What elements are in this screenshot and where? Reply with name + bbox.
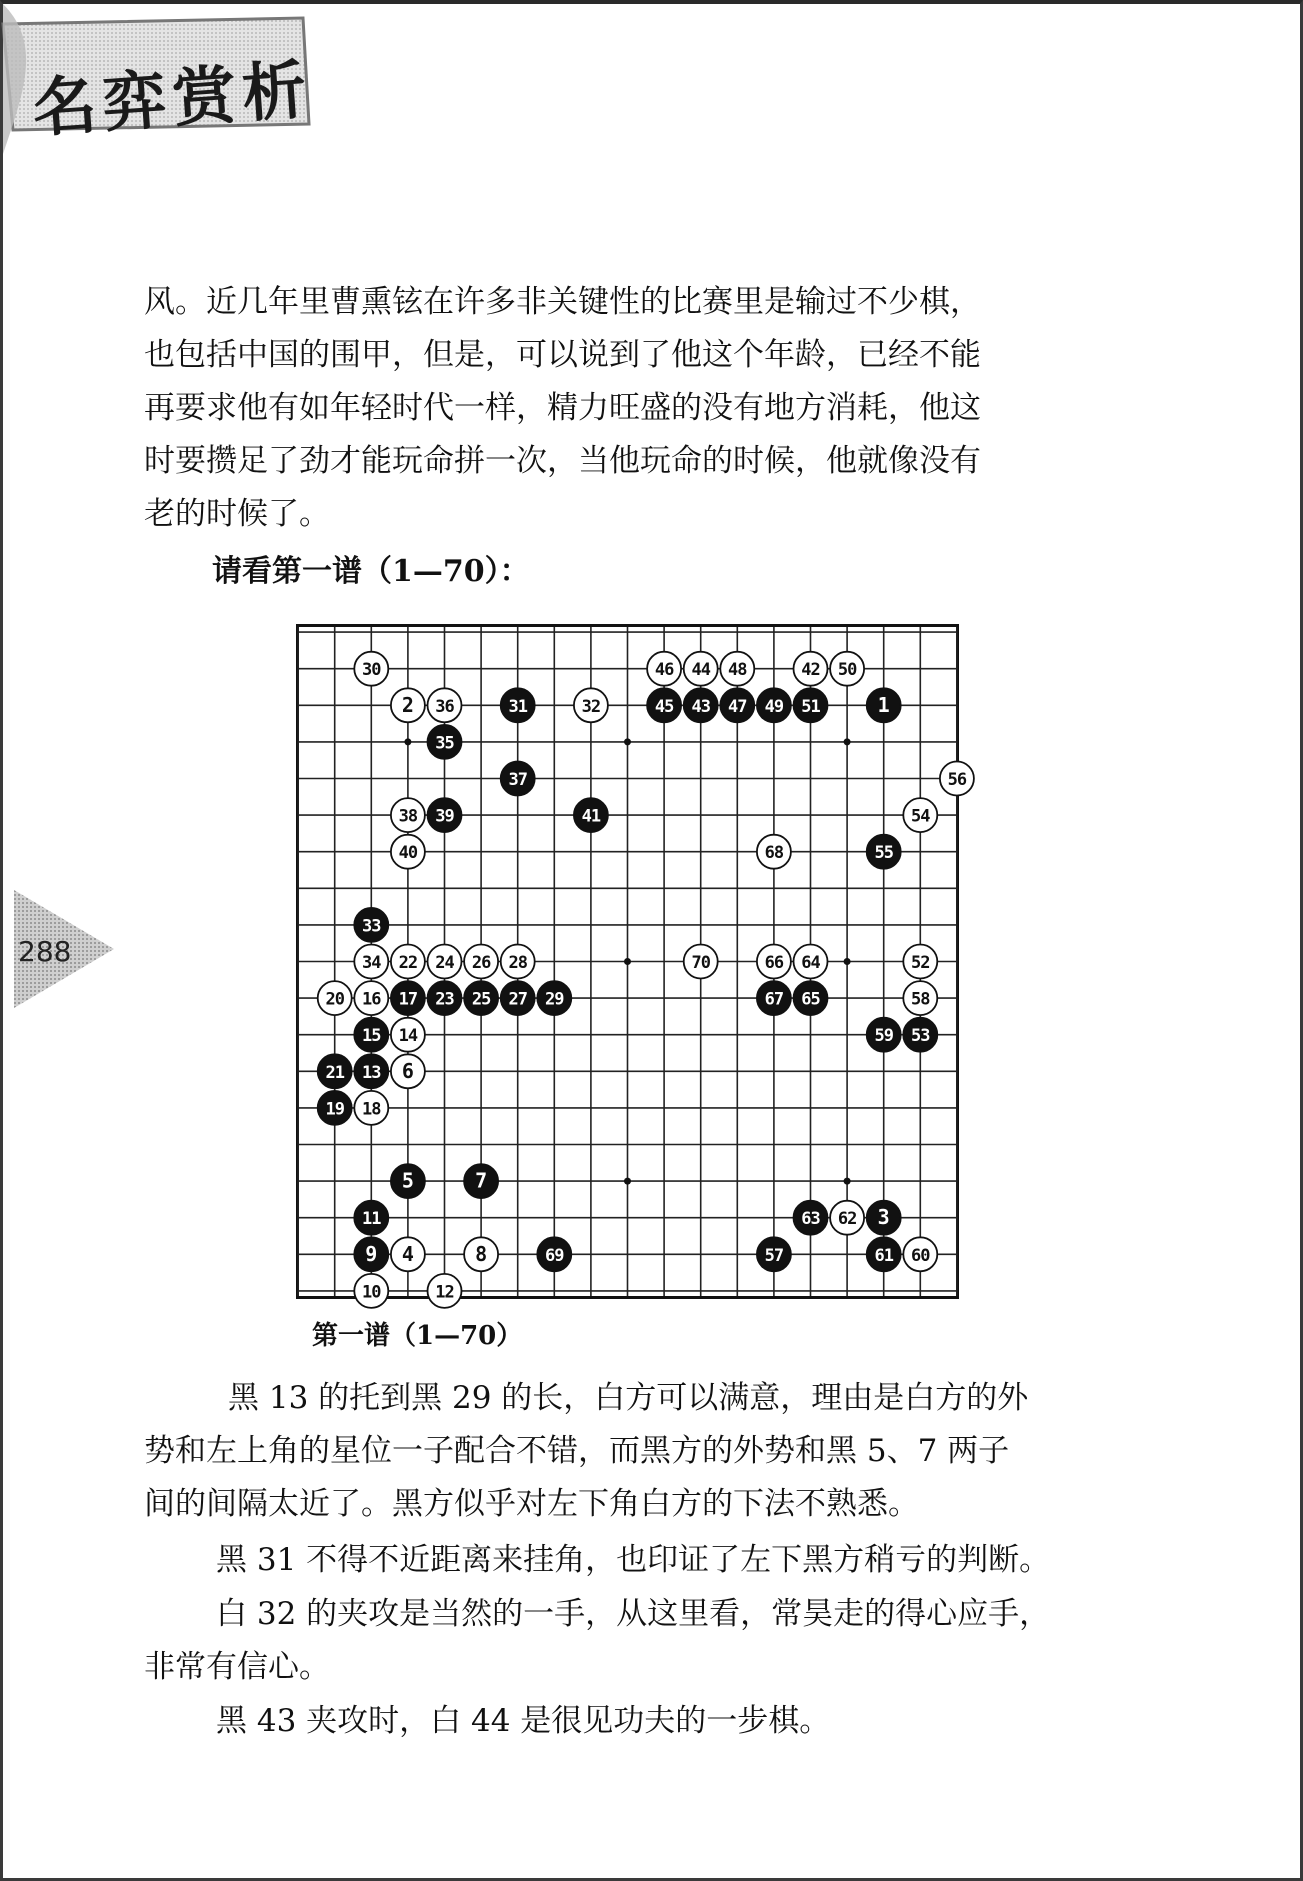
paragraph-3: 黑 31 不得不近距离来挂角，也印证了左下黑方稍亏的判断。 [216,1542,1051,1578]
stone-number: 54 [911,806,930,827]
go-board-diagram [296,624,967,1303]
white-stone-60 [903,1237,937,1271]
white-stone-18 [354,1091,388,1125]
text-line: 再要求他有如年轻时代一样，精力旺盛的没有地方消耗，他这 [144,390,981,426]
stone-number: 61 [874,1245,893,1266]
stone-number: 43 [691,696,710,717]
stone-number: 50 [837,660,857,681]
stone-number: 65 [801,989,820,1010]
white-stone-70 [684,945,718,979]
black-stone-17 [391,981,425,1015]
page-number: 288 [18,935,72,968]
black-stone-49 [757,688,791,722]
stone-number: 35 [435,733,454,754]
stone-number: 1 [877,692,890,717]
star-point [844,738,851,745]
white-stone-8 [464,1237,498,1271]
white-stone-58 [903,981,937,1015]
stone-number: 62 [837,1209,857,1230]
white-stone-34 [354,945,388,979]
stone-number: 4 [401,1241,414,1266]
black-stone-27 [501,981,535,1015]
stone-number: 28 [508,953,527,973]
white-stone-68 [757,835,791,869]
black-stone-19 [318,1091,352,1125]
white-stone-46 [647,652,681,686]
white-stone-54 [903,798,937,832]
black-stone-1 [867,688,901,722]
stone-number: 22 [398,953,418,973]
stone-number: 27 [508,989,527,1010]
black-stone-9 [354,1237,388,1271]
black-stone-15 [354,1018,388,1052]
star-point [624,958,631,965]
black-stone-25 [464,981,498,1015]
stone-number: 29 [545,989,564,1010]
stone-number: 53 [911,1026,930,1047]
text-line: 也包括中国的围甲，但是，可以说到了他这个年龄，已经不能 [144,337,981,373]
stone-number: 5 [401,1168,414,1193]
black-stone-43 [684,688,718,722]
black-stone-29 [537,981,571,1015]
stone-number: 42 [801,660,820,681]
stone-number: 33 [362,916,381,937]
paragraph-2 [144,1372,1116,1531]
white-stone-10 [354,1274,388,1308]
stone-number: 60 [911,1245,930,1266]
white-stone-4 [391,1237,425,1271]
text-line: 势和左上角的星位一子配合不错，而黑方的外势和黑 5、7 两子 [144,1433,1010,1469]
stone-number: 23 [435,989,454,1010]
stone-number: 25 [471,989,491,1010]
white-stone-36 [428,688,462,722]
black-stone-13 [354,1054,388,1088]
white-stone-56 [940,762,974,796]
black-stone-7 [464,1164,498,1198]
white-stone-16 [354,981,388,1015]
text-line: 风。近几年里曹熏铉在许多非关键性的比赛里是输过不少棋， [144,284,981,320]
stone-number: 24 [435,953,454,973]
stone-number: 32 [581,696,601,717]
text-line: 非常有信心。 [144,1649,330,1685]
stone-number: 46 [654,660,674,681]
white-stone-28 [501,945,535,979]
paragraph-4 [144,1588,1116,1694]
stone-number: 38 [398,806,418,827]
black-stone-45 [647,688,681,722]
stone-number: 16 [362,989,381,1010]
star-point [404,738,411,745]
stone-number: 66 [764,953,784,973]
stone-number: 14 [398,1026,418,1047]
black-stone-57 [757,1237,791,1271]
white-stone-30 [354,652,388,686]
black-stone-69 [537,1237,571,1271]
text-line: 间的间隔太近了。黑方似乎对左下角白方的下法不熟悉。 [144,1486,919,1522]
text-line: 黑 13 的托到黑 29 的长，白方可以满意，理由是白方的外 [228,1380,1029,1416]
black-stone-33 [354,908,388,942]
white-stone-14 [391,1018,425,1052]
stone-number: 63 [801,1209,820,1230]
black-stone-41 [574,798,608,832]
stone-number: 70 [691,953,710,973]
stone-number: 11 [362,1209,381,1230]
stone-number: 59 [874,1026,893,1047]
black-stone-11 [354,1201,388,1235]
stone-number: 15 [362,1026,381,1047]
white-stone-62 [830,1201,864,1235]
stone-number: 47 [728,696,747,717]
white-stone-6 [391,1054,425,1088]
stone-number: 7 [475,1168,488,1193]
stone-number: 8 [475,1241,488,1266]
diagram-caption: 第一谱（1—70） [312,1321,523,1351]
white-stone-44 [684,652,718,686]
stone-number: 2 [401,692,414,717]
black-stone-3 [867,1201,901,1235]
stone-number: 20 [325,989,344,1010]
stone-number: 17 [398,989,418,1010]
white-stone-48 [720,652,754,686]
black-stone-51 [794,688,828,722]
diagram-heading: 请看第一谱（1—70）： [212,554,530,589]
stone-number: 49 [764,696,784,717]
stone-number: 64 [801,953,820,973]
black-stone-53 [903,1018,937,1052]
stone-number: 68 [764,843,784,864]
white-stone-22 [391,945,425,979]
star-point [844,1178,851,1185]
stone-number: 36 [435,696,454,717]
stone-number: 41 [581,806,601,827]
white-stone-42 [794,652,828,686]
black-stone-65 [794,981,828,1015]
white-stone-20 [318,981,352,1015]
stone-number: 18 [362,1099,381,1120]
paragraph-1 [144,276,1116,541]
black-stone-31 [501,688,535,722]
black-stone-37 [501,762,535,796]
black-stone-39 [428,798,462,832]
stone-number: 48 [728,660,747,681]
white-stone-50 [830,652,864,686]
white-stone-64 [794,945,828,979]
stone-number: 55 [874,843,893,864]
stone-number: 37 [508,770,527,790]
stone-number: 44 [691,660,710,681]
black-stone-63 [794,1201,828,1235]
stone-number: 13 [362,1062,381,1083]
black-stone-61 [867,1237,901,1271]
paragraph-5: 黑 43 夹攻时，白 44 是很见功夫的一步棋。 [216,1703,831,1739]
stone-number: 52 [911,953,930,973]
stone-number: 3 [877,1205,890,1230]
stone-number: 40 [398,843,418,864]
white-stone-12 [428,1274,462,1308]
stone-number: 9 [365,1241,378,1266]
stone-number: 45 [654,696,674,717]
stone-number: 21 [325,1062,344,1083]
black-stone-21 [318,1054,352,1088]
text-line: 老的时候了。 [144,496,330,532]
white-stone-40 [391,835,425,869]
text-line: 白 32 的夹攻是当然的一手，从这里看，常昊走的得心应手， [216,1596,1051,1632]
black-stone-47 [720,688,754,722]
white-stone-24 [428,945,462,979]
stone-number: 57 [764,1245,784,1266]
white-stone-32 [574,688,608,722]
star-point [624,738,631,745]
black-stone-35 [428,725,462,759]
white-stone-66 [757,945,791,979]
white-stone-52 [903,945,937,979]
stone-number: 67 [764,989,784,1010]
stone-number: 34 [362,953,381,973]
stone-number: 39 [435,806,454,827]
stone-number: 51 [801,696,820,717]
white-stone-2 [391,688,425,722]
stone-number: 19 [325,1099,344,1120]
white-stone-26 [464,945,498,979]
star-point [624,1178,631,1185]
stone-number: 58 [911,989,930,1010]
black-stone-55 [867,835,901,869]
black-stone-23 [428,981,462,1015]
header-title: 名弈赏析 [30,53,315,147]
black-stone-67 [757,981,791,1015]
star-point [844,958,851,965]
stone-number: 12 [435,1282,454,1303]
black-stone-59 [867,1018,901,1052]
text-line: 时要攒足了劲才能玩命拼一次，当他玩命的时候，他就像没有 [144,443,981,479]
stone-number: 10 [362,1282,381,1303]
stone-number: 30 [362,660,381,681]
black-stone-5 [391,1164,425,1198]
white-stone-38 [391,798,425,832]
stone-number: 69 [545,1245,564,1266]
stone-number: 56 [947,770,967,790]
stone-number: 31 [508,696,527,717]
stone-number: 6 [401,1058,414,1083]
stone-number: 26 [471,953,491,973]
